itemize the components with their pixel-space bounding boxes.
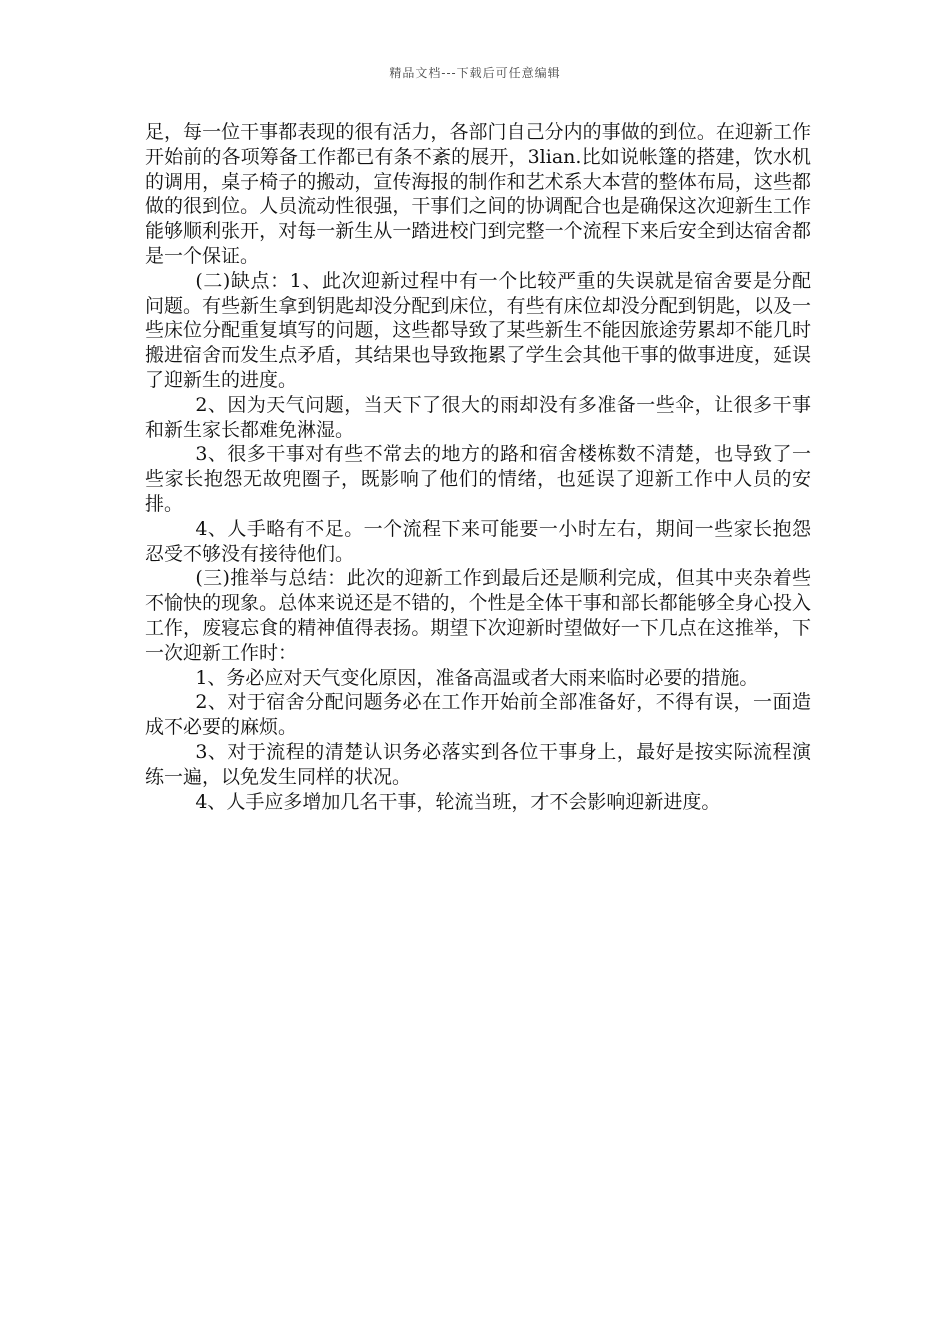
- paragraph-suggestion-4: 4、人手应多增加几名干事，轮流当班，才不会影响迎新进度。: [195, 790, 721, 813]
- paragraph-shortcoming-2: 2、因为天气问题，当天下了很大的雨却没有多准备一些伞，让很多干事和新生家长都难免淋湿。: [145, 393, 811, 441]
- page-header: 精品文档---下载后可任意编辑: [389, 66, 561, 80]
- paragraph-strengths-continued: 足，每一位干事都表现的很有活力，各部门自己分内的事做的到位。在迎新工作开始前的各项筹备工作都已有条不紊的展开，3lian.比如说帐篷的搭建，饮水机的调用，桌子椅子的搬动，宣传海报的制作和艺术系大本营的整体布局，这些都做的很到位。人员流动性很强，干事们之间的协调配合也是确保这次迎新生工作能够顺利张开，对每一新生从一踏进校门到完整一个流程下来后安全到达宿舍都是一个保证。: [145, 121, 811, 267]
- paragraph-suggestion-1: 1、务必应对天气变化原因，准备高温或者大雨来临时必要的措施。: [195, 666, 759, 689]
- paragraph-shortcomings: (二)缺点：1、此次迎新过程中有一个比较严重的失误就是宿舍要是分配问题。有些新生拿到钥匙却没分配到床位，有些有床位却没分配到钥匙，以及一些床位分配重复填写的问题，这些都导致了某些新生不能因旅途劳累却不能几时搬进宿舍而发生点矛盾，其结果也导致拖累了学生会其他干事的做事进度，延误了迎新生的进度。: [145, 269, 811, 391]
- paragraph-shortcoming-3: 3、很多干事对有些不常去的地方的路和宿舍楼栋数不清楚，也导致了一些家长抱怨无故兜圈子，既影响了他们的情绪，也延误了迎新工作中人员的安排。: [145, 443, 811, 515]
- paragraph-summary: (三)推举与总结：此次的迎新工作到最后还是顺利完成，但其中夹杂着些不愉快的现象。总体来说还是不错的，个性是全体干事和部长都能够全身心投入工作，废寝忘食的精神值得表扬。期望下次迎新时望做好一下几点在这推举，下一次迎新工作时：: [145, 567, 811, 664]
- document-body: [145, 120, 811, 814]
- paragraph-shortcoming-4: 4、人手略有不足。一个流程下来可能要一小时左右，期间一些家长抱怨忍受不够没有接待他们。: [145, 517, 811, 565]
- paragraph-suggestion-2: 2、对于宿舍分配问题务必在工作开始前全部准备好，不得有误，一面造成不必要的麻烦。: [145, 691, 811, 739]
- paragraph-suggestion-3: 3、对于流程的清楚认识务必落实到各位干事身上，最好是按实际流程演练一遍，以免发生同样的状况。: [145, 740, 811, 788]
